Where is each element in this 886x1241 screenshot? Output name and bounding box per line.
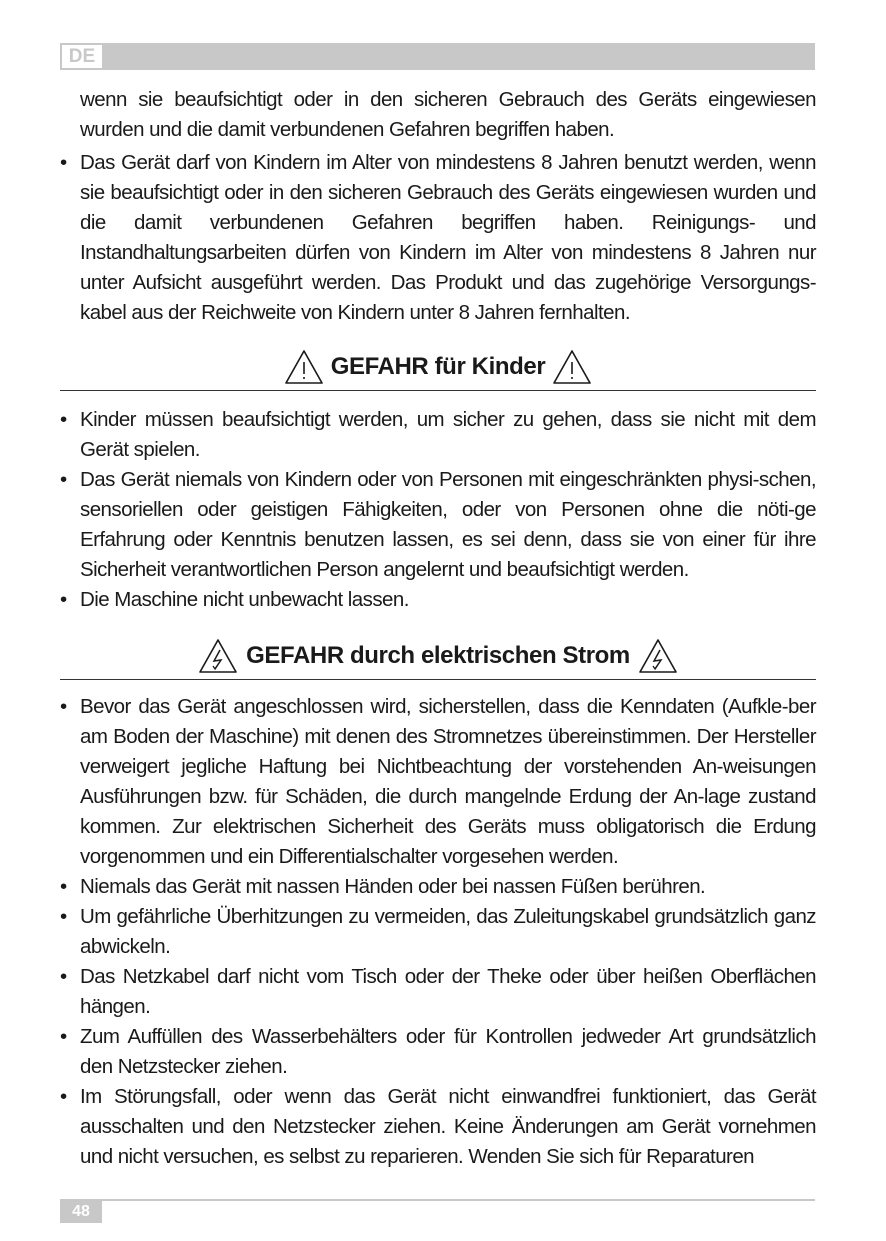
header-bar bbox=[60, 43, 815, 70]
list-item: • Das Netzkabel darf nicht vom Tisch oder der Theke oder über heißen Oberflächen hängen. bbox=[60, 962, 816, 1022]
footer-divider bbox=[60, 1199, 815, 1201]
list-item: • Das Gerät niemals von Kindern oder von Personen mit eingeschränkten physi-schen, sensoriellen oder geistigen Fähigkeiten, oder von Personen ohne die nöti-ge Erfahrung oder Kenntnis benutzen lassen, es sei denn, dass sie von einer für ihre Sicherheit verantwortlichen Person angelernt und beaufsichtigt werden. bbox=[60, 465, 816, 585]
electric-hazard-icon bbox=[196, 637, 240, 675]
language-tag: DE bbox=[60, 43, 104, 70]
warning-triangle-icon bbox=[551, 348, 593, 386]
electric-list bbox=[60, 692, 816, 1172]
list-item: • Niemals das Gerät mit nassen Händen oder bei nassen Füßen berühren. bbox=[60, 872, 816, 902]
list-item: • Die Maschine nicht unbewacht lassen. bbox=[60, 585, 816, 615]
list-item: • Um gefährliche Überhitzungen zu vermeiden, das Zuleitungskabel grundsätzlich ganz abwickeln. bbox=[60, 902, 816, 962]
intro-continuation: wenn sie beaufsichtigt oder in den sicheren Gebrauch des Geräts eingewiesen wurden und die damit verbundenen Gefahren begriffen haben. bbox=[80, 88, 816, 141]
section-title-electric-text: GEFAHR durch elektrischen Strom bbox=[246, 642, 630, 669]
children-list bbox=[60, 405, 816, 615]
list-item: • Kinder müssen beaufsichtigt werden, um sicher zu gehen, dass sie nicht mit dem Gerät spielen. bbox=[60, 405, 816, 465]
list-item: • Im Störungsfall, oder wenn das Gerät nicht einwandfrei funktioniert, das Gerät ausschalten und den Netzstecker ziehen. Keine Änderungen am Gerät vornehmen und nicht versuchen, es selbst zu reparieren. Wenden Sie sich für Reparaturen bbox=[60, 1082, 816, 1172]
list-item: • Zum Auffüllen des Wasserbehälters oder für Kontrollen jedweder Art grundsätzlich den Netzstecker ziehen. bbox=[60, 1022, 816, 1082]
page-number: 48 bbox=[60, 1201, 102, 1223]
electric-hazard-icon bbox=[636, 637, 680, 675]
intro-bullet: • Das Gerät darf von Kindern im Alter von mindestens 8 Jahren benutzt werden, wenn sie beaufsichtigt oder in den sicheren Gebrauch des Geräts eingewiesen wurden und die damit verbundenen Gefahren begriffen haben. Reinigungs- und Instandhaltungsarbeiten dürfen von Kindern im Alter von mindestens 8 Jahren nur unter Aufsicht ausgeführt werden. Das Produkt und das zugehörige Versorgungs-kabel aus der Reichweite von Kindern unter 8 Jahren fernhalten. bbox=[60, 148, 816, 328]
section-title-children-text: GEFAHR für Kinder bbox=[330, 353, 546, 380]
section-title-children bbox=[60, 348, 816, 391]
list-item: • Bevor das Gerät angeschlossen wird, sicherstellen, dass die Kenndaten (Aufkle-ber am Boden der Maschine) mit denen des Stromnetzes übereinstimmen. Der Hersteller verweigert jegliche Haftung bei Nichtbeachtung der vorstehenden An-weisungen Ausführungen bzw. für Schäden, die durch mangelnde Erdung der An-lage zustand kommen. Zur elektrischen Sicherheit des Geräts muss obligatorisch die Erdung vorgenommen und ein Differentialschalter vorgesehen werden. bbox=[60, 692, 816, 872]
page-content bbox=[60, 85, 816, 1172]
section-title-electric bbox=[60, 637, 816, 680]
warning-triangle-icon bbox=[283, 348, 325, 386]
